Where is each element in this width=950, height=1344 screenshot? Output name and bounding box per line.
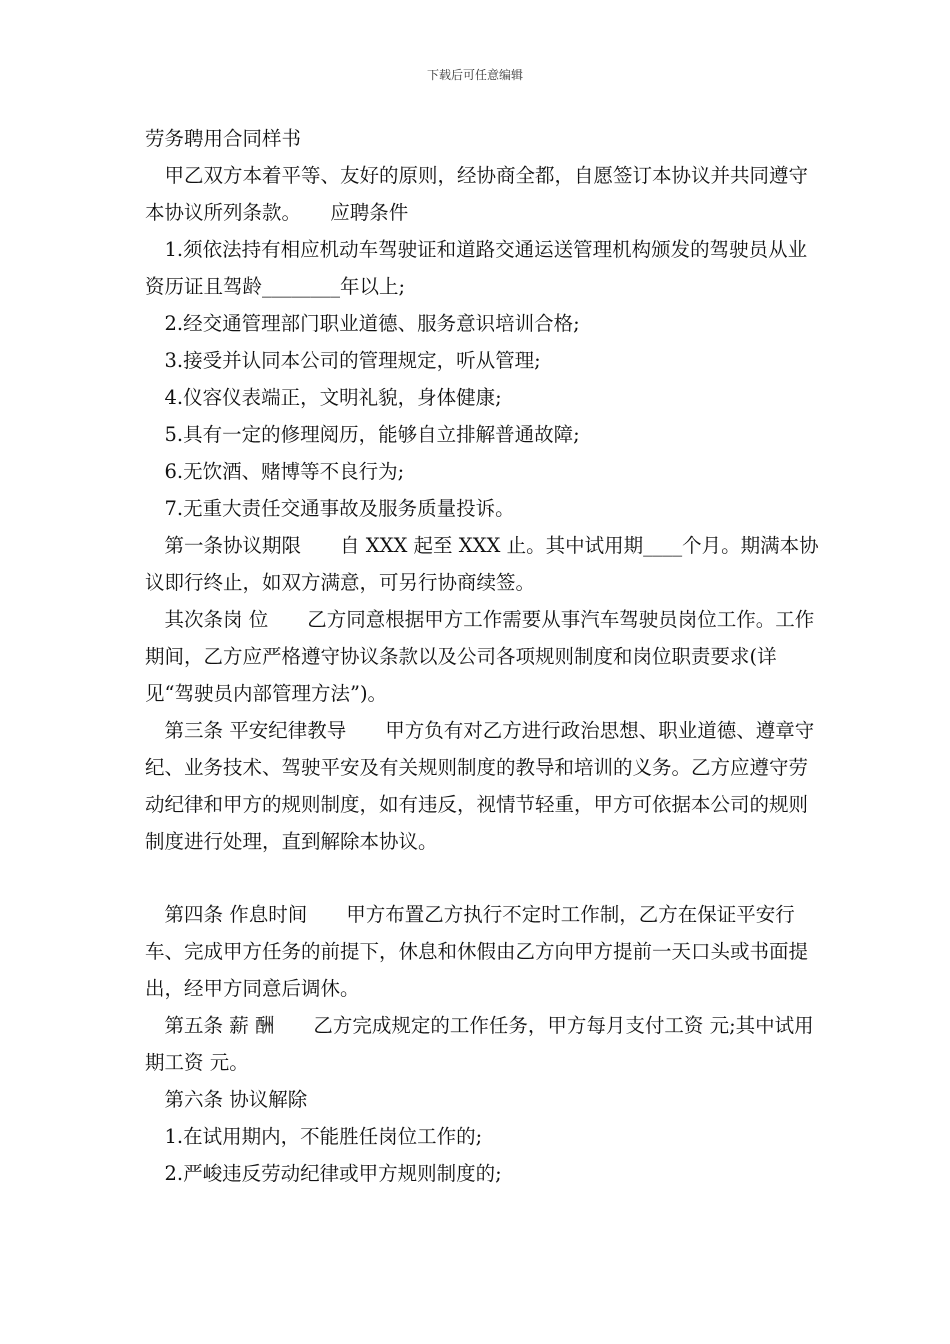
- article-2: 其次条岗 位 乙方同意根据甲方工作需要从事汽车驾驶员岗位工作。工作期间，乙方应严格遵守协议条款以及公司各项规则制度和岗位职责要求(详见“驾驶员内部管理方法”)。: [145, 608, 815, 705]
- article-5: 第五条 薪 酬 乙方完成规定的工作任务，甲方每月支付工资 元;其中试用期工资 元。: [145, 1014, 814, 1074]
- termination-1: 1.在试用期内，不能胜任岗位工作的;: [145, 1125, 483, 1148]
- condition-1: 1.须依法持有相应机动车驾驶证和道路交通运送管理机构颁发的驾驶员从业资历证且驾龄________年以上;: [145, 238, 808, 298]
- condition-4: 4.仪容仪表端正，文明礼貌，身体健康;: [145, 386, 502, 409]
- paragraph-intro: 甲乙双方本着平等、友好的原则，经协商全都，自愿签订本协议并共同遵守本协议所列条款。 应聘条件: [145, 164, 809, 224]
- document-body: [145, 120, 825, 1192]
- article-1: 第一条协议期限 自 XXX 起至 XXX 止。其中试用期____个月。期满本协议即行终止，如双方满意，可另行协商续签。: [145, 534, 819, 594]
- article-3: 第三条 平安纪律教导 甲方负有对乙方进行政治思想、职业道德、遵章守纪、业务技术、驾驶平安及有关规则制度的教导和培训的义务。乙方应遵守劳动纪律和甲方的规则制度，如有违反，视情节轻重，甲方可依据本公司的规则制度进行处理，直到解除本协议。: [145, 719, 815, 853]
- article-6: 第六条 协议解除: [145, 1088, 308, 1111]
- condition-2: 2.经交通管理部门职业道德、服务意识培训合格;: [145, 312, 580, 335]
- page-header: 下载后可任意编辑: [426, 68, 523, 82]
- termination-2: 2.严峻违反劳动纪律或甲方规则制度的;: [145, 1162, 502, 1185]
- condition-5: 5.具有一定的修理阅历，能够自立排解普通故障;: [145, 423, 580, 446]
- condition-7: 7.无重大责任交通事故及服务质量投诉。: [145, 497, 515, 520]
- document-title: 劳务聘用合同样书: [145, 127, 302, 150]
- condition-3: 3.接受并认同本公司的管理规定，听从管理;: [145, 349, 541, 372]
- paragraph-gap: [145, 860, 825, 896]
- article-4: 第四条 作息时间 甲方布置乙方执行不定时工作制，乙方在保证平安行车、完成甲方任务的前提下，休息和休假由乙方向甲方提前一天口头或书面提出，经甲方同意后调休。: [145, 903, 809, 1000]
- condition-6: 6.无饮酒、赌博等不良行为;: [145, 460, 405, 483]
